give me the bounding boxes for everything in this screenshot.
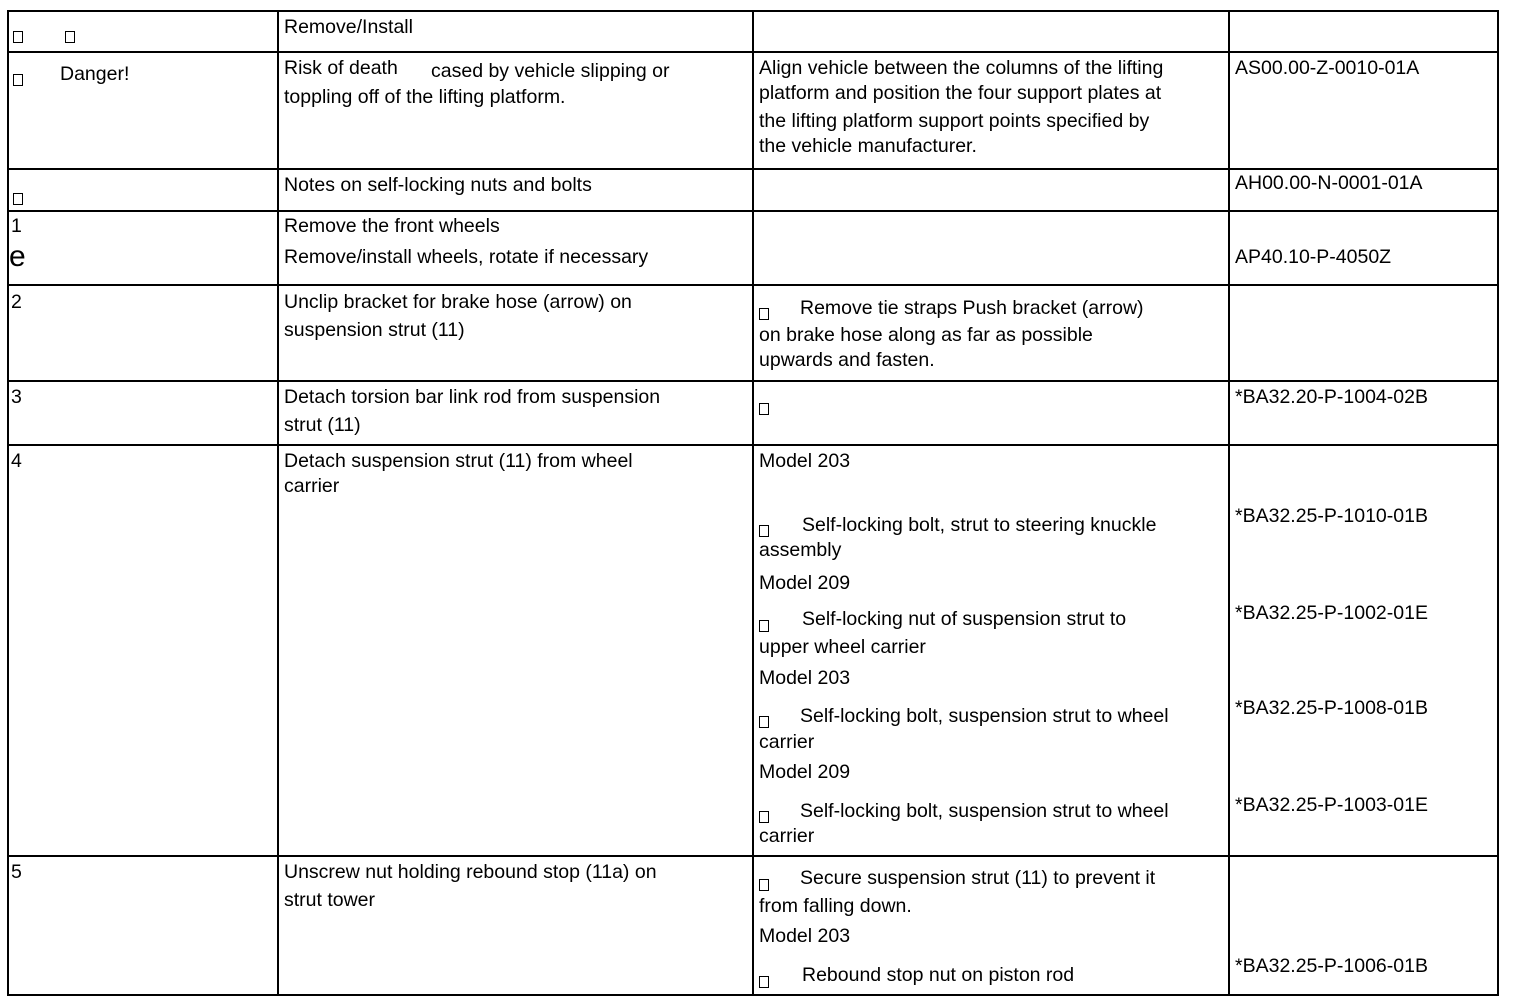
note-icon: [759, 716, 769, 728]
note-icon: [759, 976, 769, 988]
reference-code: *BA32.25-P-1010-01B: [1235, 505, 1428, 527]
note-icon: [759, 620, 769, 632]
note-icon: [759, 403, 769, 415]
model-label: Model 209: [759, 761, 851, 783]
model-label: Model 203: [759, 667, 851, 689]
danger-label: Danger!: [60, 63, 130, 85]
model-label: Model 203: [759, 450, 851, 472]
warning-icon: [13, 74, 23, 86]
note-icon: [13, 193, 23, 205]
table-row-notes: Notes on self-locking nuts and bolts AH00.00-N-0001-01A: [9, 170, 1497, 212]
table-row-step-4: 4 Detach suspension strut (11) from wheel carrier Model 203 Self-locking bolt, strut to steering knuckle assembly Model 209 Self-locking nut of suspension strut to upper wheel carrier Model 203 Self-locking bolt, suspension strut to wheel carrier Model 209 Self-locking bolt, suspension strut to wheel carrier *BA32.25-P-1010-01B *BA32.25-P-1002-01E *BA32.25-P-1008-01B *BA32.25-P-1003-01E: [9, 446, 1497, 857]
note-icon: [759, 308, 769, 320]
reference-code: AH00.00-N-0001-01A: [1235, 172, 1423, 194]
note-icon: [759, 525, 769, 537]
section-heading: Remove/Install: [284, 16, 413, 38]
step-number: 4: [11, 450, 22, 472]
note-icon: [759, 879, 769, 891]
row-header-col4: [1228, 12, 1497, 51]
step-number: 3: [11, 386, 22, 408]
model-label: Model 203: [759, 925, 851, 947]
reference-code: *BA32.25-P-1006-01B: [1235, 955, 1428, 977]
table-row-header: [9, 12, 1497, 53]
reference-code: *BA32.25-P-1003-01E: [1235, 794, 1428, 816]
table-row-step-3: 3 Detach torsion bar link rod from suspension strut (11) *BA32.20-P-1004-02B: [9, 382, 1497, 446]
info-icon: e: [9, 240, 26, 273]
table-row-step-1: 1 e Remove the front wheels Remove/install wheels, rotate if necessary AP40.10-P-4050Z: [9, 212, 1497, 286]
note-icon: [759, 811, 769, 823]
reference-code: *BA32.25-P-1002-01E: [1235, 602, 1428, 624]
row-header-col1: [9, 12, 277, 51]
reference-code: AP40.10-P-4050Z: [1235, 246, 1392, 268]
table-row-step-2: 2 Unclip bracket for brake hose (arrow) on suspension strut (11) Remove tie straps Push bracket (arrow) on brake hose along as far as possible upwards and fasten.: [9, 286, 1497, 382]
row-header-col2: [277, 12, 752, 51]
model-label: Model 209: [759, 572, 851, 594]
step-number: 1: [11, 215, 22, 237]
reference-code: *BA32.25-P-1008-01B: [1235, 697, 1428, 719]
table-row-step-5: 5 Unscrew nut holding rebound stop (11a) on strut tower Secure suspension strut (11) to prevent it from falling down. Model 203 Rebound stop nut on piston rod *BA32.25-P-1006-01B: [9, 857, 1497, 994]
reference-code: *BA32.20-P-1004-02B: [1235, 386, 1428, 408]
row-header-col3: [752, 12, 1228, 51]
checkbox-icon: [65, 31, 75, 43]
step-number: 5: [11, 861, 22, 883]
step-number: 2: [11, 291, 22, 313]
checkbox-icon: [13, 31, 23, 43]
procedure-table: [7, 10, 1499, 996]
table-row-danger: Danger! Risk of death cased by vehicle slipping or toppling off of the lifting platform. Align vehicle between the columns of the lifting platform and position the four support plates at the lifting platform support points specified by the vehicle manufacturer. AS00.00-Z-0010-01A: [9, 53, 1497, 170]
reference-code: AS00.00-Z-0010-01A: [1235, 57, 1420, 79]
